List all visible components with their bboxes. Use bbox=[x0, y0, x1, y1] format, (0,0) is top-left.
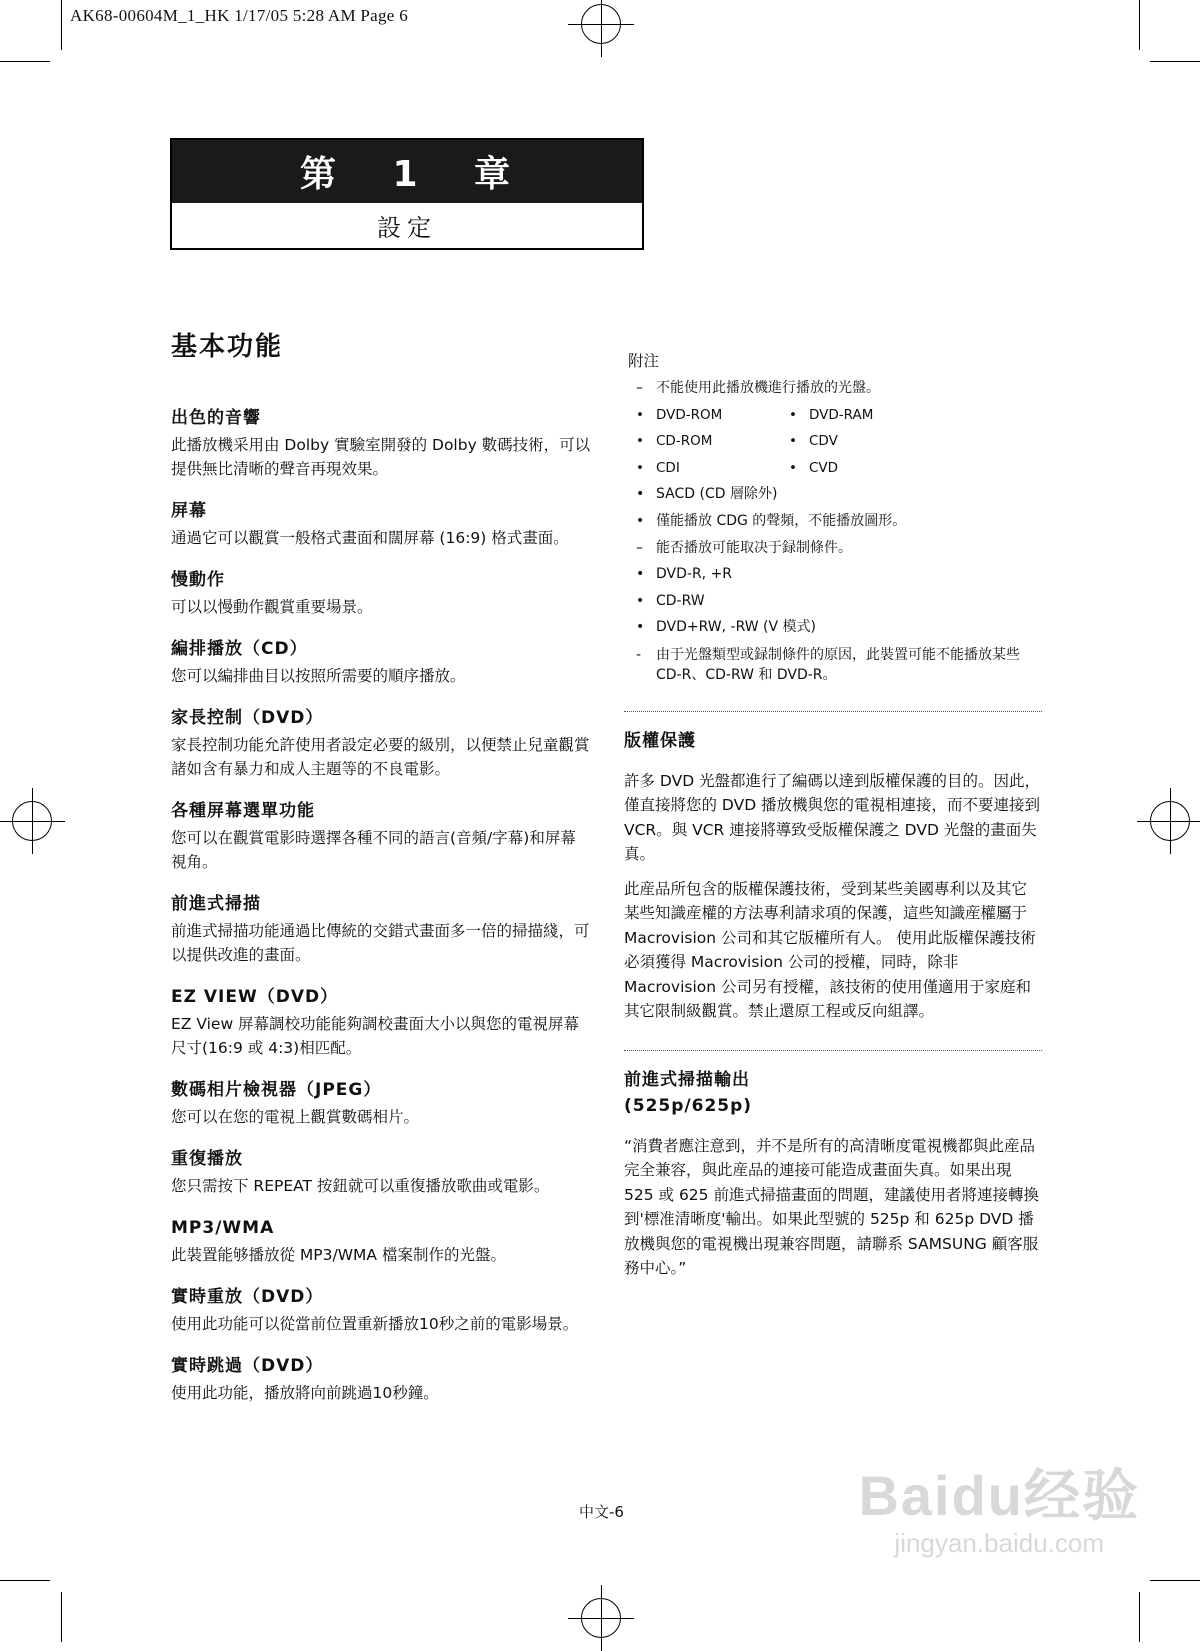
watermark-url: jingyan.baidu.com bbox=[894, 1528, 1104, 1558]
note-bullet-item: • CD-RW bbox=[624, 588, 1042, 615]
crop-mark bbox=[1139, 0, 1140, 50]
note-bullet-item: • 僅能播放 CDG 的聲頻，不能播放圖形。 bbox=[624, 508, 1042, 535]
crop-mark bbox=[61, 1592, 62, 1642]
note-bullet-item: • SACD (CD 層除外) bbox=[624, 481, 1042, 508]
crop-mark bbox=[0, 61, 50, 62]
bullet-icon: • bbox=[636, 592, 645, 609]
feature-body: 您可以在您的電視上觀賞數碼相片。 bbox=[171, 1108, 420, 1126]
feature-body: EZ View 屏幕調校功能能夠調校畫面大小以與您的電視屏幕尺寸(16:9 或 4:3)相匹配。 bbox=[171, 1015, 580, 1057]
disc-type: CDI bbox=[656, 459, 680, 476]
dash-icon: - bbox=[636, 646, 642, 663]
disc-pair bbox=[624, 428, 1042, 455]
bullet-icon: • bbox=[636, 406, 644, 423]
bullet-icon: • bbox=[636, 512, 645, 529]
note-dash-item: – 能否播放可能取决于録制條件。 bbox=[624, 535, 1042, 562]
crop-mark bbox=[61, 0, 62, 50]
watermark-logo: Baidu经验 bbox=[858, 1464, 1140, 1527]
feature-heading: EZ VIEW（DVD） bbox=[171, 987, 339, 1007]
disc-pair bbox=[624, 402, 1042, 429]
feature-heading: 重復播放 bbox=[171, 1149, 243, 1169]
feature-item bbox=[171, 1355, 591, 1405]
copyright-paragraph: 此産品所包含的版權保護技術，受到某些美國專利以及其它某些知識産權的方法專利請求項的保護，這些知識産權屬于 Macrovision 公司和其它版權所有人。 使用此版權保護技術必須獲得 Macrovision 公司的授權，同時，除非 Macrovision 公司另有授權，該技術的使用僅適用于家庭和其它限制級觀賞。禁止還原工程或反向組譯。 bbox=[624, 879, 1036, 1021]
disc-type: CD-ROM bbox=[656, 433, 713, 450]
feature-heading: 前進式掃描 bbox=[171, 894, 261, 914]
feature-item bbox=[171, 569, 591, 619]
feature-item bbox=[171, 986, 591, 1060]
feature-item bbox=[171, 1079, 591, 1129]
feature-body: 您可以編排曲目以按照所需要的順序播放。 bbox=[171, 667, 466, 685]
copyright-heading: 版權保護 bbox=[624, 730, 696, 751]
feature-item bbox=[171, 407, 591, 481]
page-number: 中文-6 bbox=[579, 1503, 624, 1521]
feature-item bbox=[171, 893, 591, 967]
features-column bbox=[171, 326, 591, 1424]
feature-heading: 實時跳過（DVD） bbox=[171, 1356, 324, 1376]
dash-icon: – bbox=[636, 539, 643, 556]
feature-body: 使用此功能，播放將向前跳過10秒鐘。 bbox=[171, 1384, 439, 1402]
feature-body: 您可以在觀賞電影時選擇各種不同的語言(音頻/字幕)和屏幕視角。 bbox=[171, 829, 576, 871]
notes-label: 附注 bbox=[628, 352, 660, 370]
watermark bbox=[858, 1452, 1140, 1559]
disc-type: DVD-RAM bbox=[809, 406, 874, 423]
note-dash-item: - 由于光盤類型或録制條件的原因，此裝置可能不能播放某些 CD-R、CD-RW 和 DVD-R。 bbox=[624, 645, 1042, 685]
note-dash-item: – 不能使用此播放機進行播放的光盤。 bbox=[624, 375, 1042, 402]
disc-type: CVD bbox=[809, 459, 839, 476]
bullet-icon: • bbox=[636, 433, 644, 450]
progressive-subheading: (525p/625p) bbox=[624, 1095, 753, 1116]
feature-item bbox=[171, 1148, 591, 1198]
bullet-icon: • bbox=[789, 433, 797, 450]
note-bullet-item: • DVD+RW, -RW (V 模式) bbox=[624, 614, 1042, 641]
page-title: 基本功能 bbox=[171, 332, 284, 362]
dash-icon: – bbox=[636, 380, 643, 396]
feature-heading: 編排播放（CD） bbox=[171, 639, 308, 659]
feature-heading: MP3/WMA bbox=[171, 1218, 275, 1238]
crop-mark bbox=[1139, 1592, 1140, 1642]
progressive-paragraph: “消費者應注意到，并不是所有的高清晰度電視機都與此産品完全兼容，與此産品的連接可能造成畫面失真。如果出現 525 或 625 前進式掃描畫面的問題，建議使用者將連接轉換到'標准清晰度'輸出。如果此型號的 525p 和 625p DVD 播放機與您的電視機出現兼容問題，請聯系 SAMSUNG 顧客服務中心。” bbox=[624, 1136, 1039, 1278]
bullet-icon: • bbox=[636, 566, 645, 583]
notes-column bbox=[624, 349, 1042, 1291]
feature-body: 通過它可以觀賞一般格式畫面和闊屏幕 (16:9) 格式畫面。 bbox=[171, 529, 569, 547]
bullet-icon: • bbox=[636, 486, 645, 503]
disc-type: CDV bbox=[809, 433, 838, 450]
dotted-divider bbox=[624, 1050, 1042, 1051]
feature-body: 可以以慢動作觀賞重要場景。 bbox=[171, 598, 373, 616]
feature-heading: 慢動作 bbox=[171, 570, 225, 590]
registration-mark bbox=[12, 801, 52, 841]
crop-mark bbox=[1150, 61, 1200, 62]
registration-mark bbox=[1150, 801, 1190, 841]
feature-heading: 屏幕 bbox=[171, 501, 207, 521]
feature-body: 您只需按下 REPEAT 按鈕就可以重復播放歌曲或電影。 bbox=[171, 1177, 550, 1195]
copyright-paragraph: 許多 DVD 光盤都進行了編碼以達到版權保護的目的。因此，僅直接將您的 DVD 播放機與您的電視相連接，而不要連接到 VCR。與 VCR 連接將導致受版權保護之 DVD 光盤的畫面失真。 bbox=[624, 771, 1041, 864]
dotted-divider bbox=[624, 711, 1042, 712]
chapter-box bbox=[170, 138, 644, 250]
chapter-subtitle: 設定 bbox=[377, 214, 437, 242]
feature-heading: 各種屏幕選單功能 bbox=[171, 801, 315, 821]
feature-heading: 出色的音響 bbox=[171, 408, 261, 428]
registration-mark bbox=[581, 1598, 621, 1638]
crop-mark bbox=[1150, 1580, 1200, 1581]
bullet-icon: • bbox=[636, 459, 644, 476]
feature-item bbox=[171, 1217, 591, 1267]
feature-body: 家長控制功能允許使用者設定必要的級別，以便禁止兒童觀賞諸如含有暴力和成人主題等的不良電影。 bbox=[171, 736, 590, 778]
disc-type: DVD-ROM bbox=[656, 406, 723, 423]
feature-item bbox=[171, 500, 591, 550]
feature-body: 此裝置能够播放從 MP3/WMA 檔案制作的光盤。 bbox=[171, 1246, 506, 1264]
bullet-icon: • bbox=[789, 406, 797, 423]
feature-body: 此播放機采用由 Dolby 實驗室開發的 Dolby 數碼技術，可以提供無比清晰的聲音再現效果。 bbox=[171, 436, 591, 478]
feature-heading: 數碼相片檢視器（JPEG） bbox=[171, 1080, 382, 1100]
feature-item bbox=[171, 707, 591, 781]
feature-item bbox=[171, 800, 591, 874]
crop-mark bbox=[0, 1580, 50, 1581]
feature-item bbox=[171, 1286, 591, 1336]
note-bullet-item: • DVD-R, +R bbox=[624, 561, 1042, 588]
feature-body: 前進式掃描功能通過比傳統的交錯式畫面多一倍的掃描綫，可以提供改進的畫面。 bbox=[171, 922, 590, 964]
chapter-label: 第 1 章 bbox=[172, 140, 642, 203]
bullet-icon: • bbox=[789, 459, 797, 476]
progressive-heading: 前進式掃描輸出 bbox=[624, 1069, 750, 1090]
disc-pair bbox=[624, 455, 1042, 482]
feature-body: 使用此功能可以從當前位置重新播放10秒之前的電影場景。 bbox=[171, 1315, 579, 1333]
feature-heading: 實時重放（DVD） bbox=[171, 1287, 324, 1307]
feature-item bbox=[171, 638, 591, 688]
feature-heading: 家長控制（DVD） bbox=[171, 708, 324, 728]
registration-mark bbox=[581, 4, 621, 44]
print-header: AK68-00604M_1_HK 1/17/05 5:28 AM Page 6 bbox=[70, 6, 409, 25]
bullet-icon: • bbox=[636, 619, 645, 636]
